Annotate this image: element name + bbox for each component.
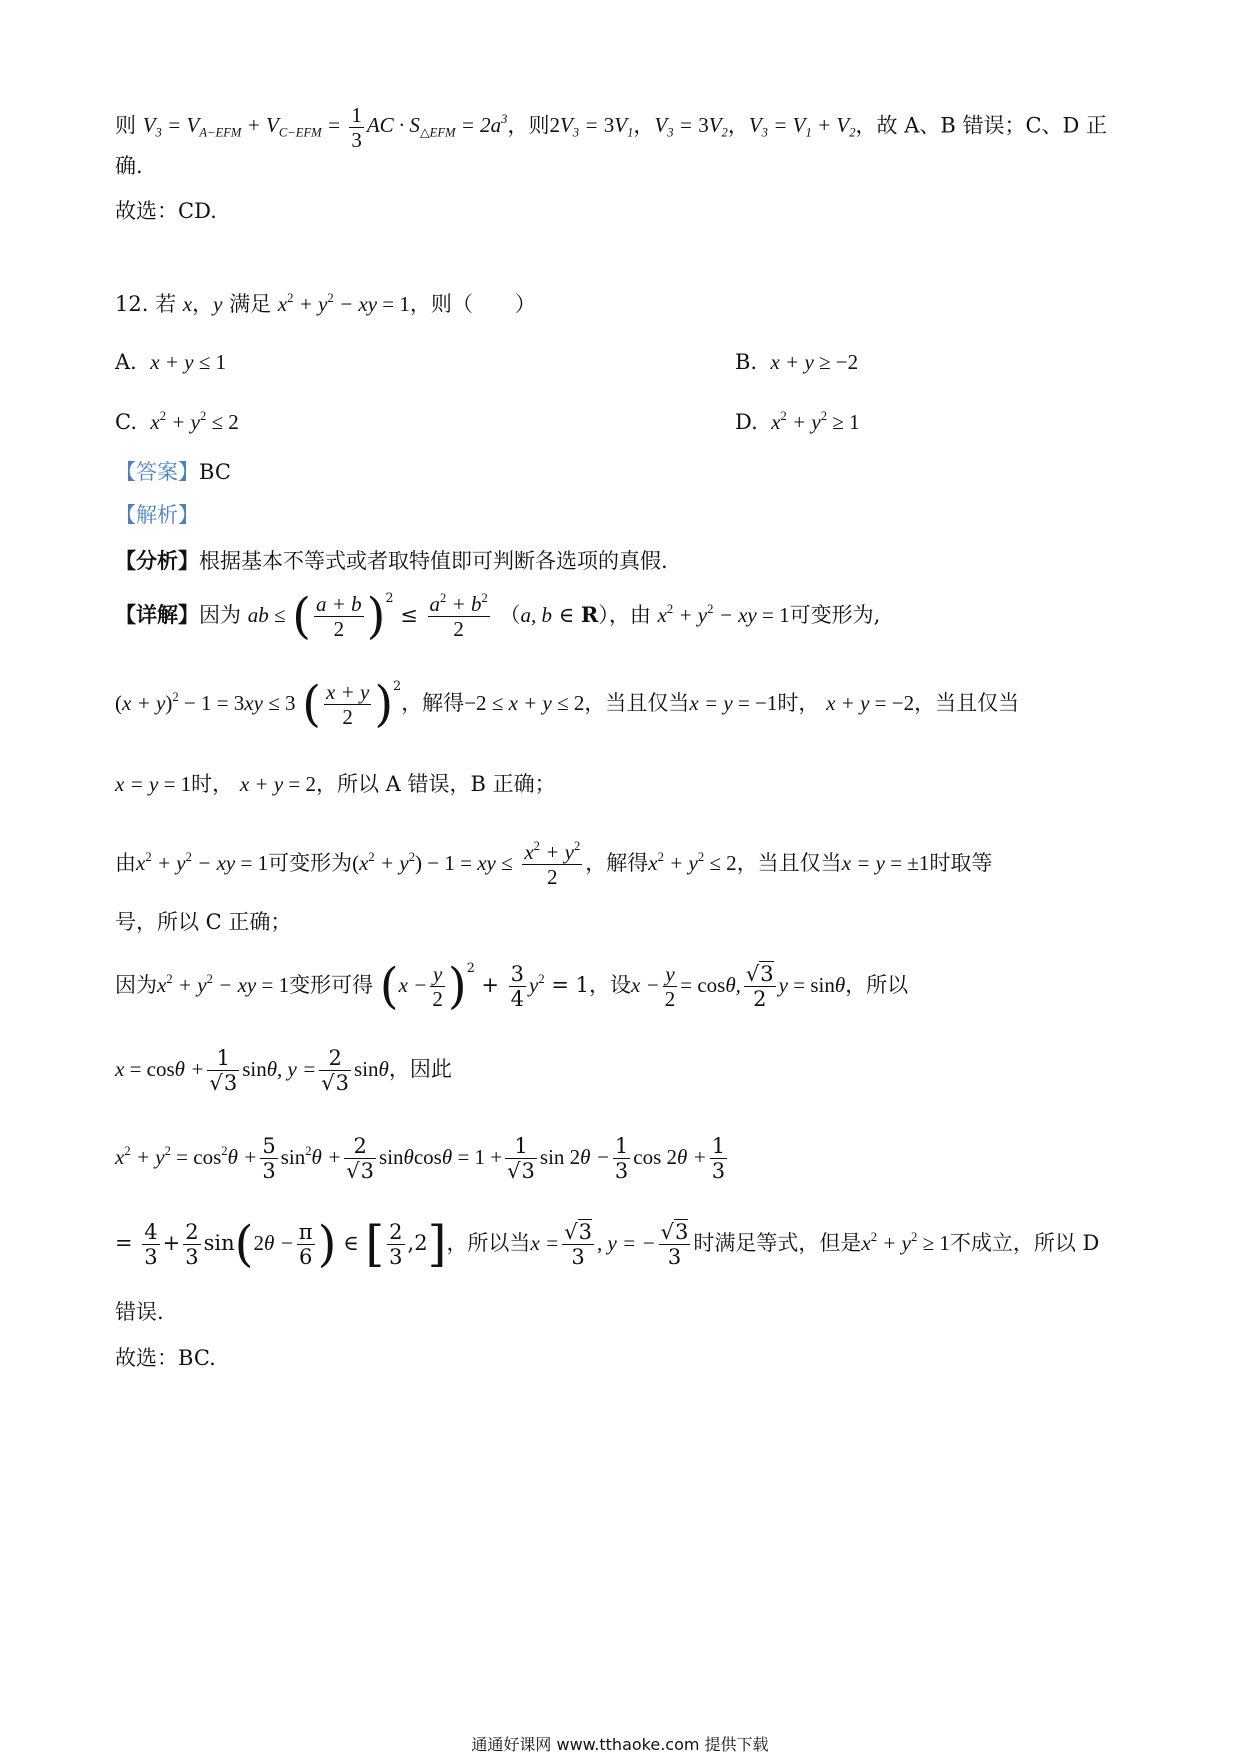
answer-tag: 【答案】 — [115, 460, 199, 484]
fenxi-line: 【分析】根据基本不等式或者取特值即可判断各选项的真假. — [115, 548, 668, 573]
question-12: 12. 若 x，y 满足 $x^2 + y^2$ − xy = 1，则（ ） — [115, 291, 536, 316]
option-c: C. $x^2 + y^2 \le 2$ — [115, 409, 239, 434]
detail-line-10: 错误. — [115, 1300, 164, 1324]
detail-line-8: $x^2 + y^2 = \cos^2\theta$ + $\frac{5}{3}$ $\sin^2\theta$ + $\frac{2}{√3}$ sinθcosθ = 1 + $\frac{1}{√3}$ sin 2θ − $\frac{1}{3}$ cos 2θ + $\frac{1}{3}$ — [115, 1134, 726, 1184]
options-row-ab — [115, 350, 1135, 375]
detail-line-2: $(x + y)^2 - 1 = 3xy \le 3$ ( $\frac{x + y}{2}$ )$^2$，解得−2 ≤ x + y ≤ 2，当且仅当x = y = −1时， x + y = −2，当且仅当 — [115, 676, 1020, 733]
analysis-tag: 【解析】 — [115, 503, 199, 527]
option-a: A. x + y ≤ 1 — [115, 350, 227, 374]
options-row-cd — [115, 410, 1135, 435]
option-d: D. $x^2 + y^2 \ge 1$ — [735, 409, 860, 434]
page-footer: 通通好课网 www.tthaoke.com 提供下载 — [471, 1735, 769, 1754]
solution-line-continued: 确. — [115, 154, 143, 178]
final-answer: 故选：BC. — [115, 1346, 216, 1370]
detail-line-4: 由$x^2 + y^2$ − xy = 1可变形为$(x^2 + y^2) - 1$ = xy ≤ $\frac{x^2 + y^2}{2}$ ，解得$x^2 + y^2 \le 2$，当且仅当x = y = ±1时取等 — [115, 839, 993, 890]
math-volume: $V_3 = V_{A-EFM} + V_{C-EFM}$ = $\frac{1}{3}$ AC · $S_{\triangle EFM} = 2a^3$ — [142, 103, 508, 153]
detail-line-9: = $\frac{4}{3}$ + $\frac{2}{3}$ sin(2θ − $\frac{\pi}{6}$ ) ∈ [ $\frac{2}{3}$ ,2]，所以当x = $\frac{√3}{3}$ , y = − $\frac{√3}{3}$ 时满足等式，但是$x^2 + y^2 \ge 1$不成立，所以 D — [115, 1216, 1100, 1273]
detail-line-5: 号，所以 C 正确； — [115, 910, 292, 934]
answer-value: BC — [199, 460, 231, 484]
previous-answer: 故选：CD. — [115, 199, 217, 223]
detail-line-7: x = cosθ + $\frac{1}{√3}$ sinθ, y = $\frac{2}{√3}$ sinθ，因此 — [115, 1046, 452, 1096]
detail-line-3: x = y = 1时， x + y = 2，所以 A 错误，B 正确； — [115, 772, 556, 796]
detail-line-1: 【详解】因为 ab ≤ ( $\frac{a + b}{2}$ )$^2$ ≤ $\frac{a^2 + b^2}{2}$ （a, b ∈ R），由 $x^2 + y^2$ − xy = 1可变形为, — [115, 588, 881, 645]
solution-line-volume: 则 $V_3 = V_{A-EFM} + V_{C-EFM}$ = $\frac{1}{3}$ AC · $S_{\triangle EFM} = 2a^3$，则$2V_3 = 3V_1$，$V_3 = 3V_2$，$V_3 = V_1 + V_2$，故 A、B 错误；C、D 正 — [115, 103, 1108, 153]
detail-line-6: 因为$x^2 + y^2$ − xy = 1变形可得 (x − $\frac{y}{2}$ )$^2$ + $\frac{3}{4}$ $y^2 = 1$，设x − $\frac{y}{2}$ = cosθ, $\frac{√3}{2}$ y = sinθ，所以 — [115, 958, 909, 1015]
option-b: B. x + y ≥ −2 — [735, 350, 859, 374]
answer-line — [115, 460, 1135, 485]
